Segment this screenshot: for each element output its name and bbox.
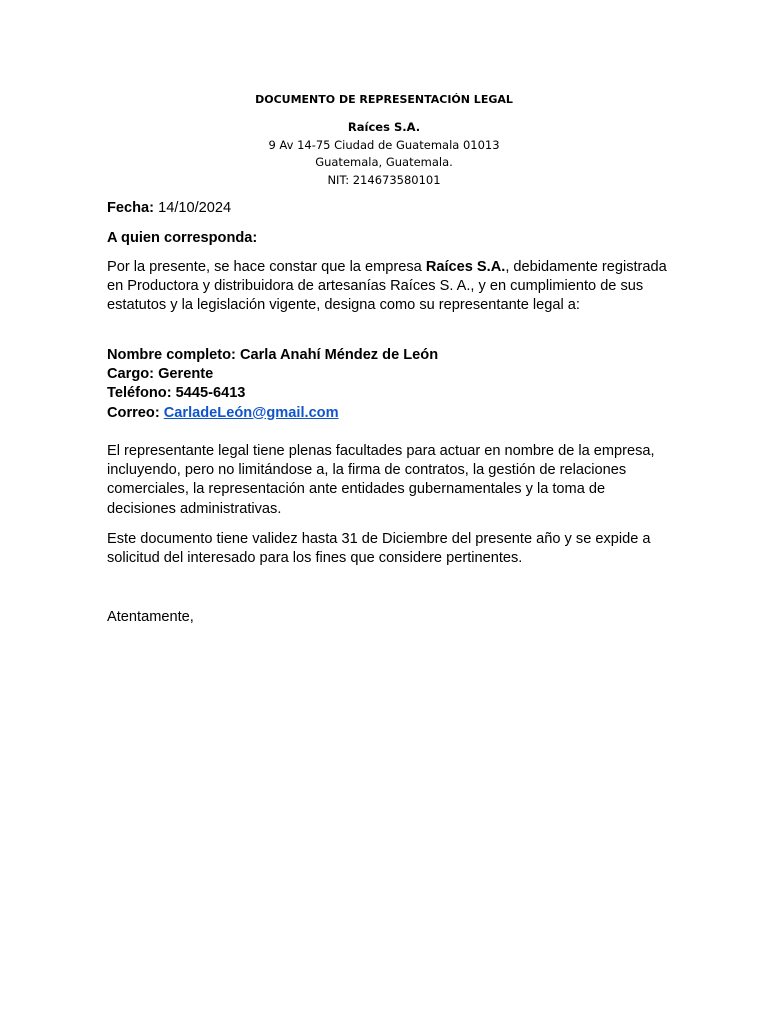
- company-name: Raíces S.A.: [347, 120, 421, 134]
- salutation: A quien corresponda:: [107, 230, 258, 246]
- validity-paragraph: Este documento tiene validez hasta 31 de Diciembre del presente año y se expide a solicitud del interesado para los fines que considere pertinentes.: [107, 531, 651, 567]
- representative-position: Cargo: Gerente: [107, 366, 214, 383]
- closing: Atentamente,: [107, 609, 194, 625]
- company-header: [0, 119, 768, 189]
- representative-details: [107, 346, 667, 423]
- intro-text-before: Por la presente, se hace constar que la empresa: [107, 259, 426, 275]
- company-address-line2: Guatemala, Guatemala.: [315, 155, 453, 169]
- email-link[interactable]: CarladeLeón@gmail.com: [163, 404, 339, 421]
- company-nit: NIT: 214673580101: [327, 172, 441, 187]
- representative-phone: Teléfono: 5445-6413: [107, 385, 246, 402]
- date-line: [107, 199, 667, 218]
- intro-text-after: , debidamente registrada en Productora y distribuidora de artesanías Raíces S. A., y en cumplimiento de sus estatutos y la legislación vigente, designa como su representante legal a:: [107, 259, 667, 314]
- representative-name: Nombre completo: Carla Anahí Méndez de León: [107, 347, 439, 363]
- date-label: Fecha:: [107, 200, 155, 216]
- company-address-line1: 9 Av 14-75 Ciudad de Guatemala 01013: [268, 137, 500, 152]
- date-value: 14/10/2024: [154, 200, 232, 216]
- document-title: DOCUMENTO DE REPRESENTACIÓN LEGAL: [255, 93, 513, 106]
- powers-paragraph: El representante legal tiene plenas facultades para actuar en nombre de la empresa, incluyendo, pero no limitándose a, la firma de contratos, la gestión de relaciones comerciales, la representación ante entidades gubernamentales y la toma de decisiones administrativas.: [107, 443, 655, 517]
- intro-paragraph: [107, 258, 667, 316]
- representative-email-row: [107, 404, 667, 423]
- intro-company-name: Raíces S.A.: [425, 259, 506, 275]
- email-label: Correo:: [107, 404, 164, 421]
